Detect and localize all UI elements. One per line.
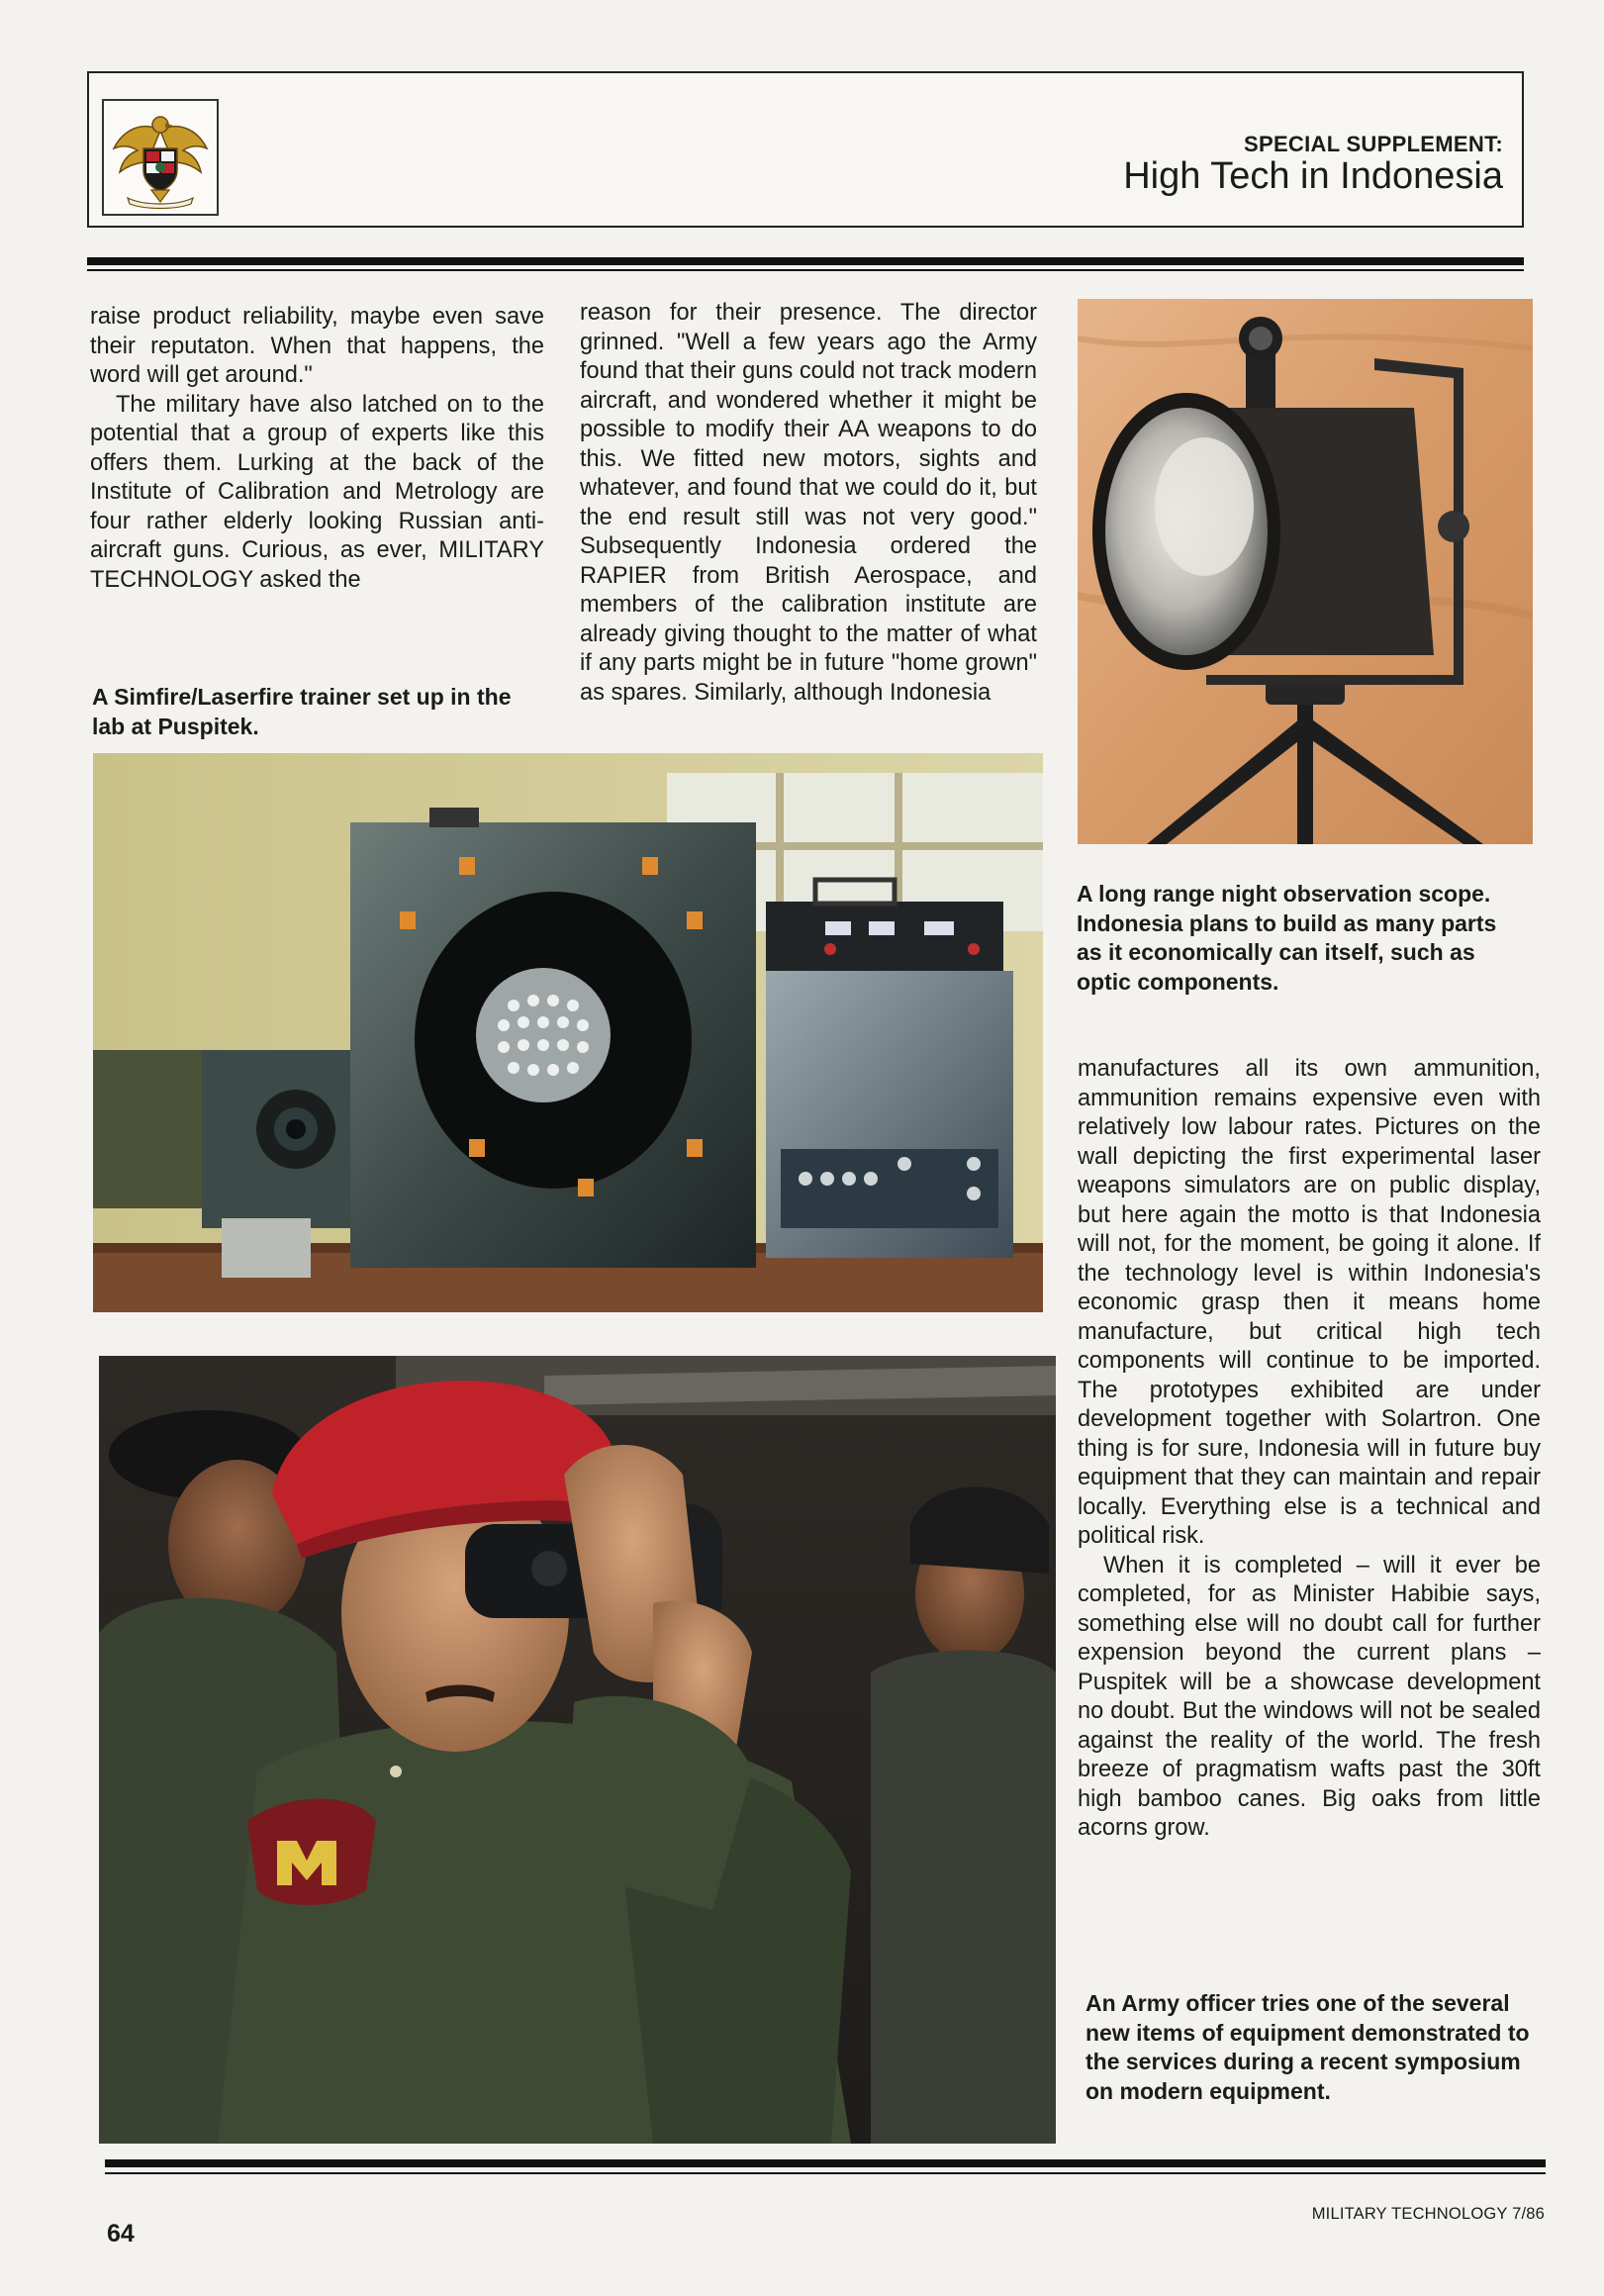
- trainer-caption: A Simfire/Laserfire trainer set up in the lab at Puspitek.: [92, 684, 512, 739]
- paragraph: raise product reliability, maybe even save their reputaton. When that happens, the word will get around.": [90, 304, 544, 388]
- supplement-kicker: SPECIAL SUPPLEMENT:: [1244, 132, 1503, 156]
- right-column-text: [1078, 1055, 1541, 1844]
- emblem-frame: [102, 99, 219, 216]
- paragraph: When it is completed – will it ever be completed, for as Minister Habibie says, something else will no doubt call for further expension beyond the current plans – Puspitek will be a showcase development no doubt. But the windows will not be sealed against the reality of the world. The fresh breeze of pragmatism wafts past the 30ft high bamboo canes. Big oaks from little acorns grow.: [1078, 1552, 1541, 1841]
- header-rule-thick: [87, 257, 1524, 265]
- page-title: High Tech in Indonesia: [1123, 155, 1503, 197]
- page-number: 64: [107, 2220, 135, 2248]
- scope-caption: A long range night observation scope. Indonesia plans to build as many parts as it economically can itself, such as optic components.: [1077, 881, 1497, 995]
- middle-column-text: [580, 299, 1037, 708]
- magazine-issue: MILITARY TECHNOLOGY 7/86: [1311, 2205, 1545, 2223]
- night-scope-photo: [1078, 299, 1533, 844]
- paragraph: manufactures all its own ammunition, ammunition remains expensive even with relatively low labour rates. Pictures on the wall depicting the first experimental laser weapons simulators are on public display, but here again the motto is that Indonesia will not, for the moment, be going it alone. If the technology level is within Indonesia's economic grasp then it means home manufacture, but critical high tech components will continue to be imported. The prototypes exhibited are under development together with Solartron. One thing is for sure, Indonesia will in future buy equipment that they can maintain and repair locally. Everything else is a technical and political risk.: [1078, 1056, 1541, 1549]
- left-column-text: [90, 303, 544, 595]
- officer-caption: An Army officer tries one of the several new items of equipment demonstrated to the services during a recent symposium on modern equipment.: [1085, 1990, 1530, 2104]
- garuda-emblem-icon: [104, 101, 217, 214]
- footer-rule-thin: [105, 2172, 1546, 2174]
- army-officer-photo: [99, 1356, 1056, 2144]
- header-rule-thin: [87, 269, 1524, 271]
- footer-rule-thick: [105, 2159, 1546, 2167]
- laser-trainer-photo: [93, 753, 1043, 1312]
- paragraph: The military have also latched on to the potential that a group of experts like this offers them. Lurking at the back of the Institute of Calibration and Metrology are four rather elderly looking Russian anti-aircraft guns. Curious, as ever, MILITARY TECHNOLOGY asked the: [90, 391, 544, 593]
- paragraph: reason for their presence. The director grinned. "Well a few years ago the Army found that their guns could not track modern aircraft, and wondered whether it might be possible to modify their AA weapons to do this. We fitted new motors, sights and whatever, and found that we could do it, but the end result still was not very good." Subsequently Indonesia ordered the RAPIER from British Aerospace, and members of the calibration institute are already giving thought to the matter of what if any parts might be in future "home grown" as spares. Similarly, although Indonesia: [580, 300, 1037, 706]
